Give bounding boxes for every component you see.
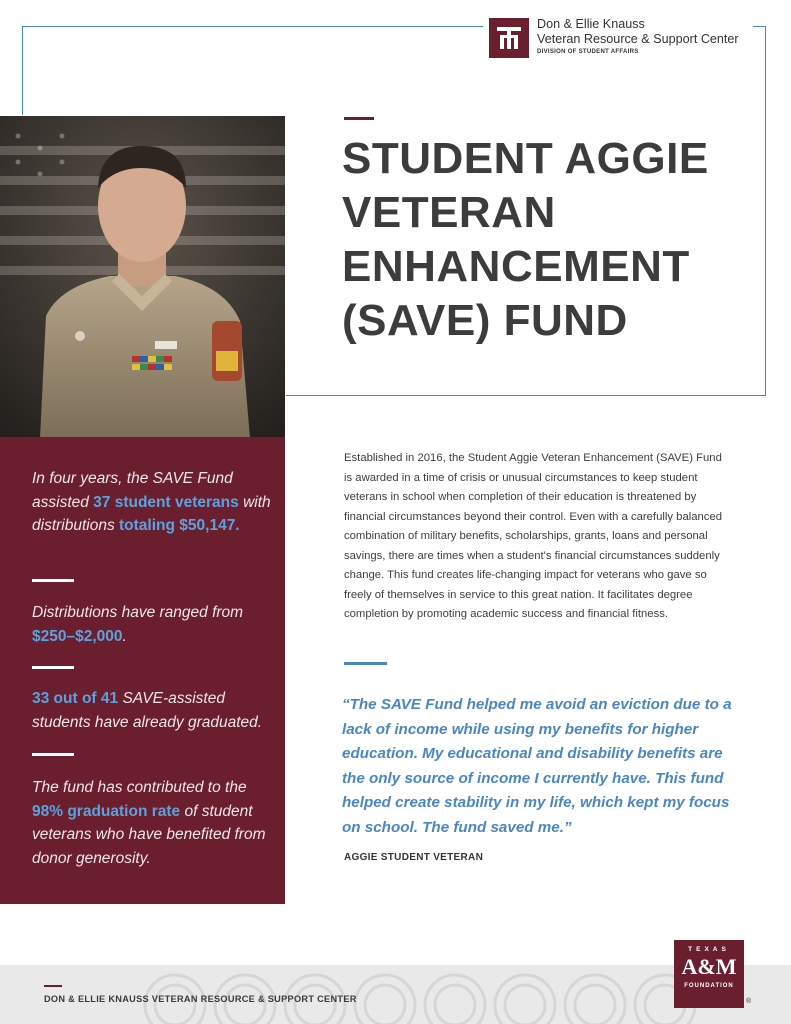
stat-distribution-range: [32, 601, 272, 648]
footer-rule: [44, 985, 62, 987]
atm-logo-icon: [489, 18, 529, 58]
title-rule: [344, 117, 374, 120]
testimonial-quote: “The SAVE Fund helped me avoid an eviction due to a lack of income while using my benefits for higher education. My educational and disability benefits are the only source of income I currently have. This fund helped create stability in my life, which kept my focus on school. The fund saved me.”: [342, 696, 732, 836]
stat-text: In four years, the SAVE Fund assisted: [32, 470, 233, 511]
stat-highlight: 37 student veterans: [93, 493, 239, 511]
body-paragraph: Established in 2016, the Student Aggie Veteran Enhancement (SAVE) Fund is awarded in a time of crisis or unusual circumstances to keep student veterans in school when completion of their education is threatened by financial circumstances beyond their control. Even with a carefully balanced combination of military benefits, scholarships, grants, loans and personal savings, there are times when a student's financial circumstances suddenly change. This fund creates life-changing impact for veterans who gave so freely of themselves in service to this great nation. It facilitates degree completion by promoting academic success and financial fitness.: [344, 452, 723, 620]
stats-panel: [0, 437, 285, 904]
page-title: STUDENT AGGIE VETERAN ENHANCEMENT (SAVE) FUND: [342, 134, 709, 345]
stat-text: .: [122, 627, 127, 645]
stat-text: SAVE-assisted students have already graduated.: [32, 690, 263, 731]
texas-am-foundation-logo: [674, 940, 744, 1008]
logo-top-text: TEXAS: [688, 946, 730, 953]
header-line-1: Don & Ellie Knauss: [537, 17, 645, 31]
stat-graduated: [32, 687, 272, 734]
stat-text: The fund has contributed to the: [32, 779, 247, 796]
quote-attribution: AGGIE STUDENT VETERAN: [344, 852, 484, 863]
header-line-3: DIVISION OF STUDENT AFFAIRS: [537, 49, 639, 55]
stat-highlight: 98% graduation rate: [32, 802, 181, 820]
logo-bottom-text: FOUNDATION: [684, 983, 734, 989]
registered-mark: ®: [746, 998, 752, 1005]
divider: [32, 753, 74, 756]
stat-students-assisted: [32, 467, 272, 538]
logo-main-text: A&M: [681, 954, 737, 979]
stat-highlight: $250–$2,000: [32, 627, 123, 645]
stat-text: of student veterans who have benefited from donor generosity.: [32, 802, 266, 867]
stat-text: with distributions: [32, 493, 271, 534]
divider: [32, 666, 74, 669]
divider: [32, 579, 74, 582]
header-logo: [483, 14, 753, 62]
veteran-photo: [0, 116, 285, 438]
stat-highlight: totaling $50,147.: [119, 517, 240, 534]
header-line-2: Veteran Resource & Support Center: [537, 32, 739, 46]
footer-text: DON & ELLIE KNAUSS VETERAN RESOURCE & SUPPORT CENTER: [44, 994, 357, 1004]
stat-graduation-rate: [32, 776, 272, 870]
stat-highlight: 33 out of 41: [32, 690, 119, 707]
quote-rule: [344, 662, 387, 665]
stat-text: Distributions have ranged from: [32, 604, 244, 621]
